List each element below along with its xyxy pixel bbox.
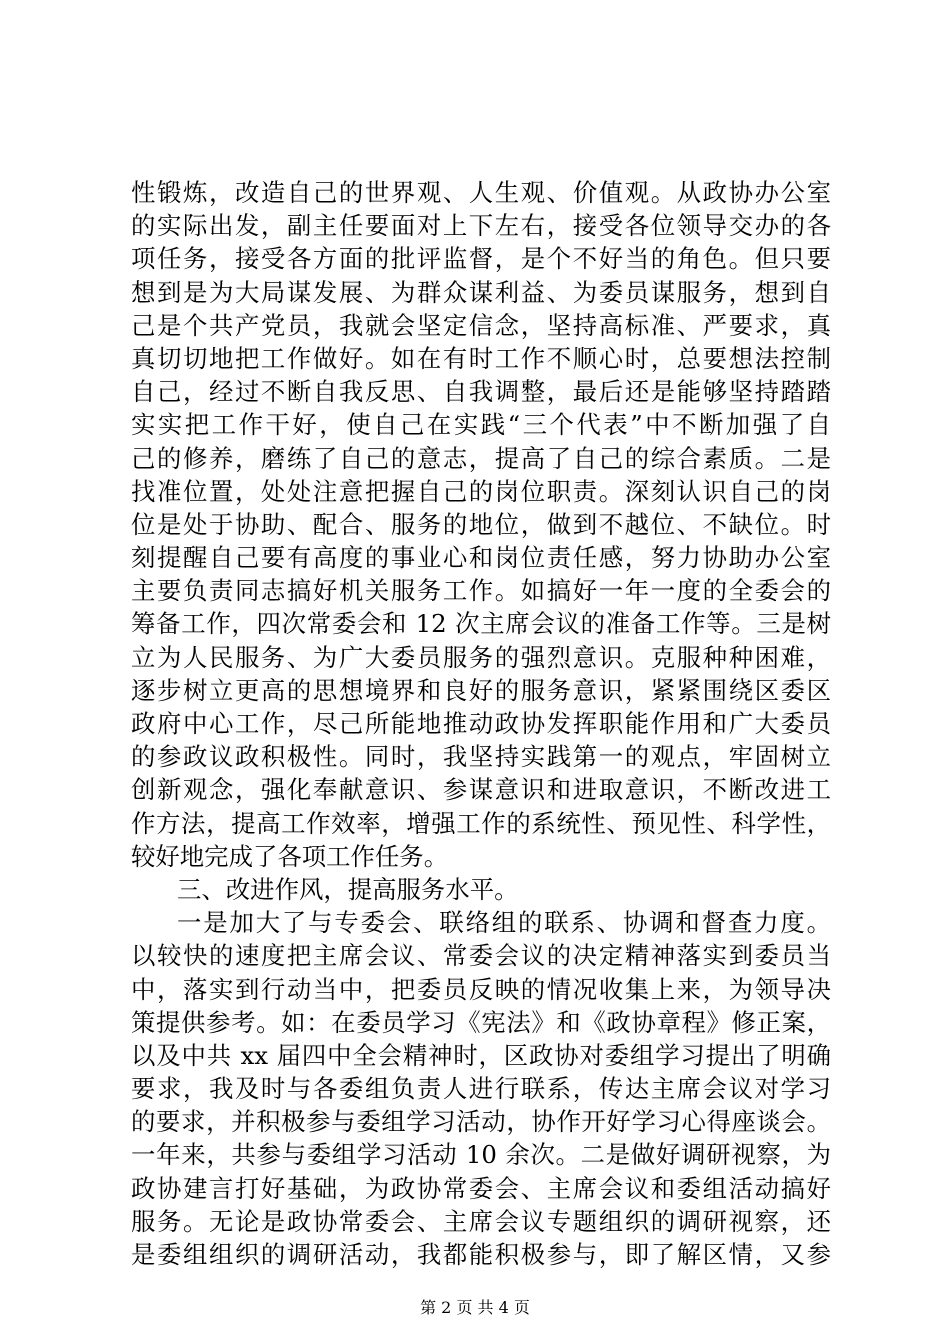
text-line: 政府中心工作，尽己所能地推动政协发挥职能作用和广大委员: [131, 709, 831, 738]
text-line: 找准位置，处处注意把握自己的岗位职责。深刻认识自己的岗: [131, 476, 831, 506]
text-line: 实实把工作干好，使自己在实践“三个代表”中不断加强了自: [131, 410, 831, 440]
text-line: 主要负责同志搞好机关服务工作。如搞好一年一度的全委会的: [131, 576, 831, 606]
document-body: [131, 176, 831, 1271]
text-line: 位是处于协助、配合、服务的地位，做到不越位、不缺位。时: [131, 509, 831, 539]
text-line: 性锻炼，改造自己的世界观、人生观、价值观。从政协办公室: [131, 178, 831, 207]
page-footer: 第 2 页 共 4 页: [420, 1298, 530, 1317]
text-line: 己的修养，磨练了自己的意志，提高了自己的综合素质。二是: [131, 443, 831, 473]
text-line: 的参政议政积极性。同时，我坚持实践第一的观点，牢固树立: [131, 742, 831, 772]
text-line: 是委组组织的调研活动，我都能积极参与，即了解区情，又参: [131, 1240, 831, 1269]
text-line: 项任务，接受各方面的批评监督，是个不好当的角色。但只要: [131, 244, 831, 274]
text-line: 中，落实到行动当中，把委员反映的情况收集上来，为领导决: [131, 974, 831, 1004]
text-line: 立为人民服务、为广大委员服务的强烈意识。克服种种困难，: [131, 642, 831, 672]
text-line: 己是个共产党员，我就会坚定信念，坚持高标准、严要求，真: [131, 310, 831, 340]
text-line: 要求，我及时与各委组负责人进行联系，传达主席会议对学习: [131, 1074, 831, 1104]
text-line: 刻提醒自己要有高度的事业心和岗位责任感，努力协助办公室: [131, 543, 831, 573]
text-line: 自己，经过不断自我反思、自我调整，最后还是能够坚持踏踏: [131, 377, 831, 407]
text-line: 较好地完成了各项工作任务。: [131, 841, 449, 871]
text-line: 服务。无论是政协常委会、主席会议专题组织的调研视察，还: [131, 1206, 831, 1236]
text-line: 的实际出发，副主任要面对上下左右，接受各位领导交办的各: [131, 211, 831, 241]
text-line: 创新观念，强化奉献意识、参谋意识和进取意识，不断改进工: [131, 775, 831, 805]
text-line: 筹备工作，四次常委会和 12 次主席会议的准备工作等。三是树: [131, 609, 831, 639]
text-line: 策提供参考。如：在委员学习《宪法》和《政协章程》修正案，: [131, 1007, 831, 1037]
text-line: 一年来，共参与委组学习活动 10 余次。二是做好调研视察，为: [131, 1140, 831, 1170]
text-line: 以较快的速度把主席会议、常委会议的决定精神落实到委员当: [131, 941, 831, 971]
text-line: 政协建言打好基础，为政协常委会、主席会议和委组活动搞好: [131, 1173, 831, 1203]
text-line: 的要求，并积极参与委组学习活动，协作开好学习心得座谈会。: [131, 1107, 831, 1137]
text-line: 作方法，提高工作效率，增强工作的系统性、预见性、科学性，: [131, 808, 831, 838]
text-line: 真切切地把工作做好。如在有时工作不顺心时，总要想法控制: [131, 343, 831, 373]
section-heading: 三、改进作风，提高服务水平。: [177, 874, 519, 904]
text-line: 以及中共 xx 届四中全会精神时，区政协对委组学习提出了明确: [131, 1040, 831, 1070]
text-line: 逐步树立更高的思想境界和良好的服务意识，紧紧围绕区委区: [131, 675, 831, 705]
text-line: 想到是为大局谋发展、为群众谋利益、为委员谋服务，想到自: [131, 277, 831, 307]
text-line: 一是加大了与专委会、联络组的联系、协调和督查力度。: [177, 908, 831, 938]
